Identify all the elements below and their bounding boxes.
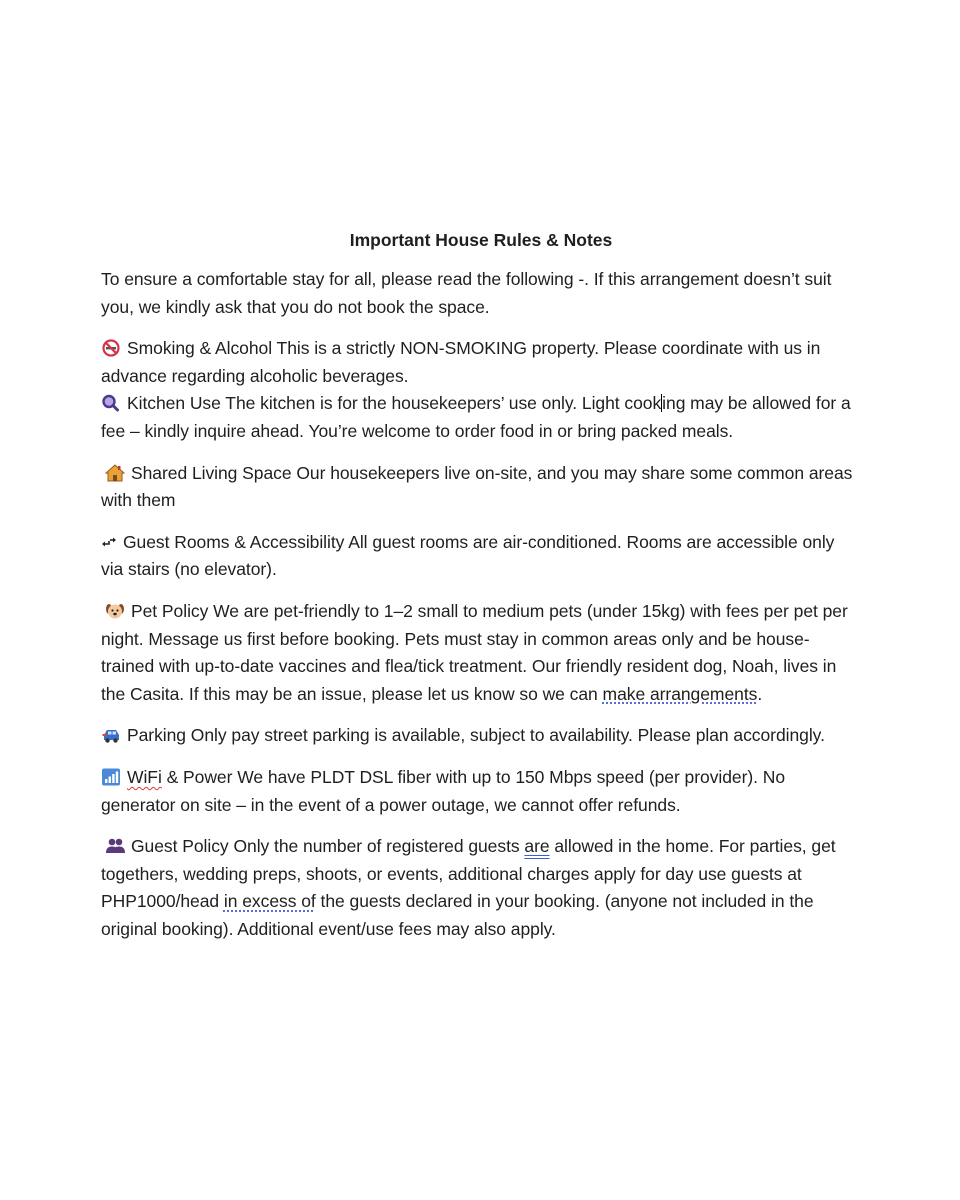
no-smoking-icon (101, 339, 121, 357)
guest-rule-text-a: Guest Policy Only the number of registered guests (131, 836, 525, 857)
parking-rule-text: Parking Only pay street parking is available, subject to availability. Please plan accordingly. (127, 725, 825, 746)
wifi-rule (101, 764, 861, 819)
pet-rule-text: Pet Policy We are pet-friendly to 1–2 small to medium pets (under 15kg) with fees per pet per night. Message us first before booking. Pets must stay in common areas only and be house-trained with up-to-date vaccines and flea/tick treatment. Our friendly resident dog, Noah, lives in the Casita. If this may be an issue, please let us know so we can (101, 600, 848, 704)
rooms-rule-text: Guest Rooms & Accessibility All guest rooms are air-conditioned. Rooms are accessible only via stairs (no elevator). (101, 531, 835, 580)
smoking-rule-text: Smoking & Alcohol This is a strictly NON-SMOKING property. Please coordinate with us in advance regarding alcoholic beverages. (101, 338, 821, 386)
guest-rule-text-b: allowed in the home. For parties, get togethers, wedding preps, shoots, or events, additional charges apply for day use guests at PHP1000/head (101, 836, 836, 912)
guest-rule (101, 833, 861, 943)
pet-rule-end: . (757, 683, 763, 704)
parking-rule (101, 722, 861, 750)
people-icon (105, 837, 125, 855)
pet-rule (101, 598, 861, 708)
document-page (101, 226, 861, 943)
car-icon (101, 726, 121, 744)
grammar-flag-are[interactable]: are (524, 836, 550, 857)
grammar-flag-make-arrangements[interactable]: make arrangements (602, 683, 758, 704)
document-title: Important House Rules & Notes (349, 230, 613, 250)
guest-rule-text-c: the guests declared in your booking. (anyone not included in the original booking). Additional event/use fees may also apply. (101, 891, 814, 939)
spelling-flag-wifi[interactable]: WiFi (127, 766, 162, 787)
intro-paragraph: To ensure a comfortable stay for all, please read the following -. If this arrangement doesn’t suit you, we kindly ask that you do not book the space. (101, 269, 832, 317)
kitchen-rule-text-a: Kitchen Use The kitchen is for the housekeepers’ use only. Light cook (127, 393, 662, 414)
kitchen-rule-text-b: ing may be allowed for a fee – kindly inquire ahead. You’re welcome to order food in or bring packed meals. (101, 393, 851, 441)
living-rule (101, 460, 861, 515)
grammar-flag-in-excess-of[interactable]: in excess of (223, 891, 316, 912)
wifi-rule-text: & Power We have PLDT DSL fiber with up to 150 Mbps speed (per provider). No generator on site – in the event of a power outage, we cannot offer refunds. (101, 766, 786, 815)
arrows-icon (101, 533, 117, 551)
magnifier-icon (101, 394, 121, 412)
signal-bars-icon (101, 768, 121, 786)
living-rule-text: Shared Living Space Our housekeepers live on-site, and you may share some common areas with them (101, 462, 853, 511)
house-icon (105, 464, 125, 482)
rooms-rule (101, 529, 861, 584)
smoking-rule (101, 335, 861, 390)
kitchen-rule (101, 390, 861, 445)
dog-face-icon (105, 602, 125, 620)
